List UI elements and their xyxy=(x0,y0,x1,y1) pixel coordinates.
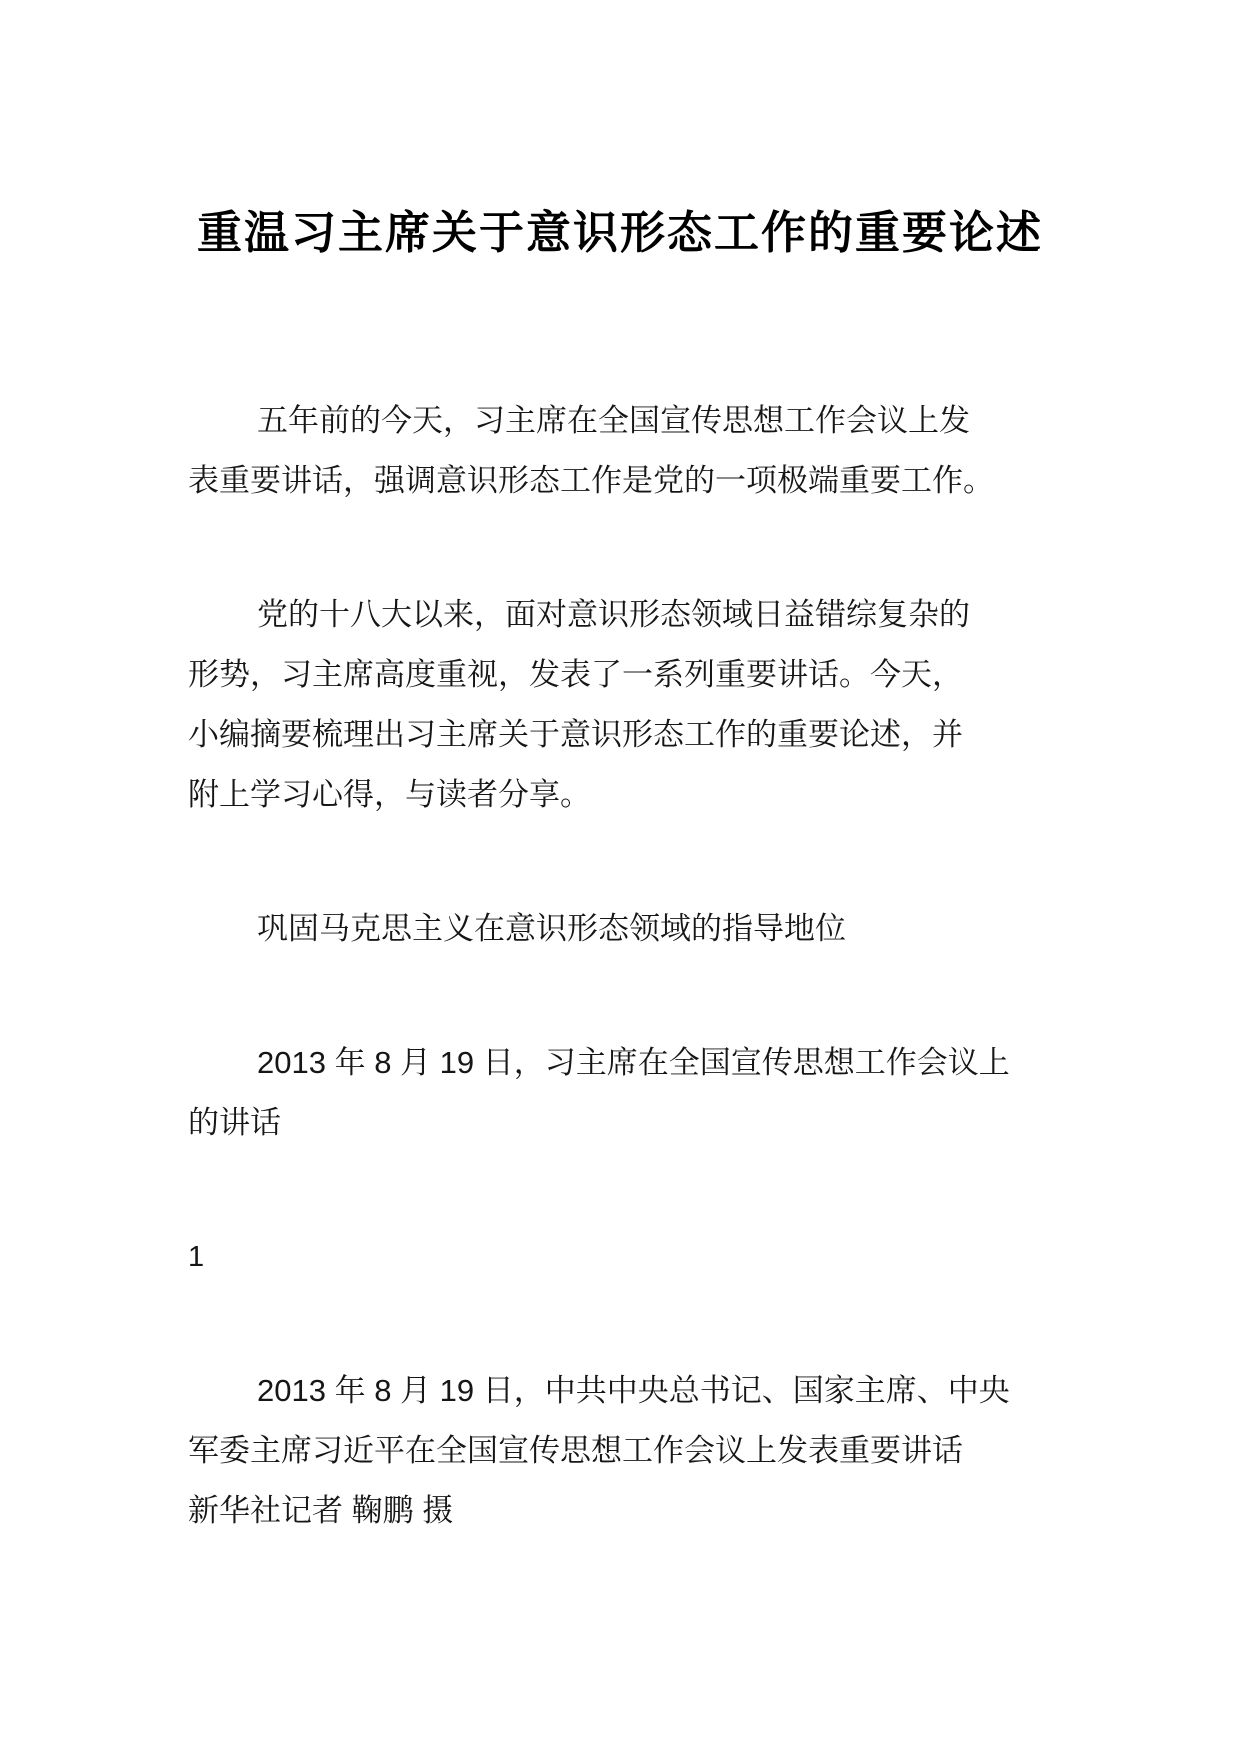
paragraph-line: 2013 年 8 月 19 日，习主席在全国宣传思想工作会议上 xyxy=(257,1045,1010,1080)
paragraph-intro xyxy=(188,391,1052,511)
sequence-number-block xyxy=(188,1227,1052,1287)
paragraph-line: 军委主席习近平在全国宣传思想工作会议上发表重要讲话 xyxy=(188,1433,963,1468)
paragraph-section-heading xyxy=(188,899,1052,959)
sequence-number: 1 xyxy=(188,1241,205,1273)
paragraph-line: 党的十八大以来，面对意识形态领域日益错综复杂的 xyxy=(257,597,970,632)
paragraph-line: 的讲话 xyxy=(188,1105,281,1140)
paragraph-speech-source xyxy=(188,1033,1052,1153)
paragraph-line: 新华社记者 鞠鹏 摄 xyxy=(188,1493,454,1528)
paragraph-photo-caption xyxy=(188,1361,1052,1541)
paragraph-line: 形势，习主席高度重视，发表了一系列重要讲话。今天， xyxy=(188,657,963,692)
paragraph-line: 巩固马克思主义在意识形态领域的指导地位 xyxy=(257,911,846,946)
paragraph-line: 小编摘要梳理出习主席关于意识形态工作的重要论述，并 xyxy=(188,717,963,752)
paragraph-background xyxy=(188,585,1052,825)
paragraph-line: 五年前的今天，习主席在全国宣传思想工作会议上发 xyxy=(257,403,970,438)
paragraph-line: 表重要讲话，强调意识形态工作是党的一项极端重要工作。 xyxy=(188,463,994,498)
paragraph-line: 附上学习心得，与读者分享。 xyxy=(188,777,591,812)
document-title: 重温习主席关于意识形态工作的重要论述 xyxy=(196,207,1043,258)
paragraph-line: 2013 年 8 月 19 日，中共中央总书记、国家主席、中央 xyxy=(257,1373,1010,1408)
